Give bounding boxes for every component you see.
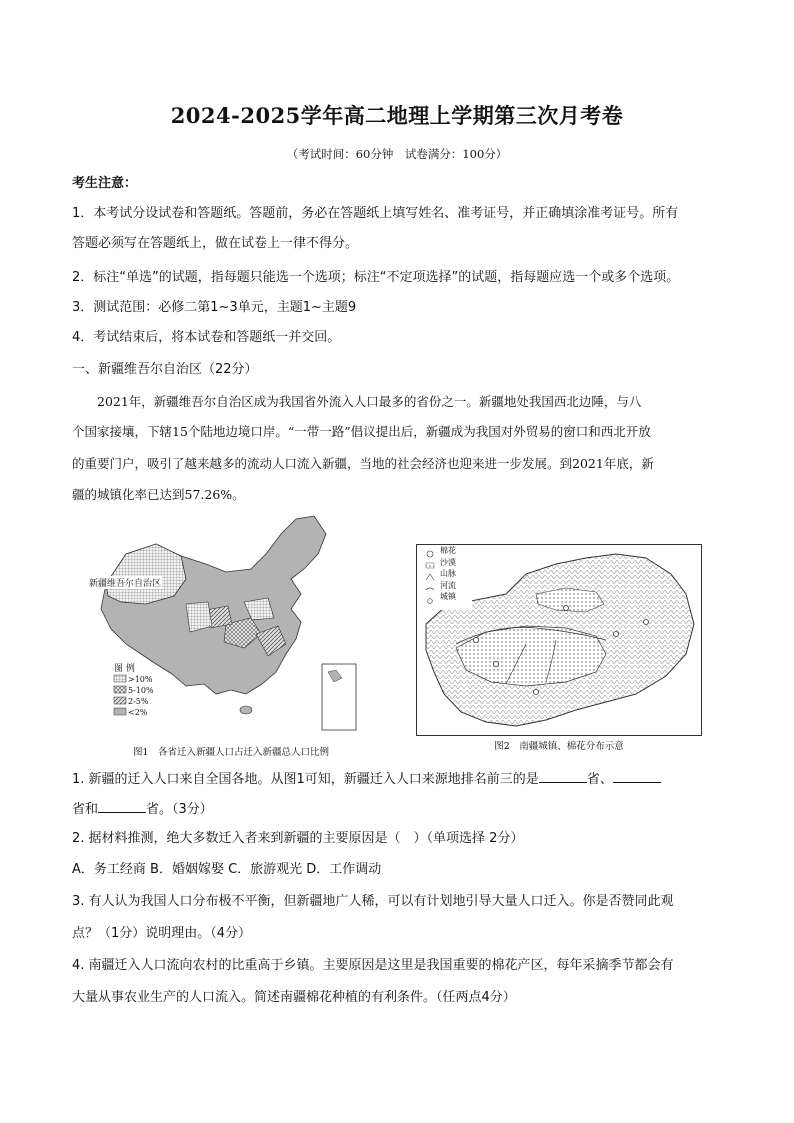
legend-desert-icon [426,563,434,568]
answer-blank-2[interactable] [613,768,661,783]
legend-cotton: 棉花 [440,546,456,555]
notice-heading: 考生注意： [72,176,138,191]
legend-label-4: <2% [128,708,148,717]
notice-item-3: 3．测试范围：必修二第1~3单元，主题1~主题9 [72,300,357,315]
passage-line-1: 2021年，新疆维吾尔自治区成为我国省外流入人口最多的省份之一。新疆地处我国西北边陲，与八 [97,394,642,409]
question-2: 2. 据材料推测，绝大多数迁入者来到新疆的主要原因是（ ）（单项选择 2分） [72,831,524,846]
figure2-south-xinjiang-map [416,544,702,736]
notice-item-1-cont: 答题必须写在答题纸上，做在试卷上一律不得分。 [72,236,359,251]
figure1-legend-title: 图 例 [114,664,135,674]
figure1-legend [128,674,154,718]
legend-swatch-2 [114,686,126,693]
legend-label-3: 2-5% [128,697,149,706]
legend-swatch-4 [114,708,126,715]
figure1-region-label: 新疆维吾尔自治区 [88,576,162,589]
passage-line-2: 个国家接壤，下辖15个陆地边境口岸。“一带一路”倡议提出后，新疆成为我国对外贸易的窗口和西北开放 [72,424,651,439]
question-1: 1. 新疆的迁入人口来自全国各地。从图1可知，新疆迁入人口来源地排名前三的是 省、 [72,768,732,790]
section-heading: 一、新疆维吾尔自治区（22分） [72,362,258,377]
legend-cotton-icon [427,551,433,557]
legend-desert: 沙漠 [440,557,456,567]
legend-label-1: >10% [128,675,153,684]
notice-item-2: 2．标注“单选”的试题，指每题只能选一个选项；标注“不定项选择”的试题，指每题应选一个或多个选项。 [72,270,680,285]
figure2-caption: 图2 南疆城镇、棉花分布示意 [494,741,624,752]
question-3: 3. 有人认为我国人口分布极不平衡，但新疆地广人稀，可以有计划地引导大量人口迁入。你是否赞同此观 [72,894,674,909]
answer-blank-1[interactable] [539,768,587,783]
answer-blank-3[interactable] [98,798,146,813]
figure2-legend [440,545,456,603]
legend-label-2: 5-10% [128,686,154,695]
question-3-cont: 点？（1分）说明理由。（4分） [72,926,252,941]
legend-mountain: 山脉 [440,569,456,578]
exam-subtitle: （考试时间：60分钟 试卷满分：100分） [286,147,508,161]
legend-swatch-1 [114,675,126,682]
exam-title: 2024-2025学年高二地理上学期第三次月考卷 [170,103,624,128]
question-1-cont: 省和 省。（3分） [72,798,732,820]
question-4: 4. 南疆迁入人口流向农村的比重高于乡镇。主要原因是这里是我国重要的棉花产区，每年采摘季节都会有 [72,958,674,973]
question-2-options: A．务工经商 B．婚姻嫁娶 C．旅游观光 D．工作调动 [72,862,382,877]
notice-item-1: 1．本考试分设试卷和答题纸。答题前，务必在答题纸上填写姓名、准考证号，并正确填涂准考证号。所有 [72,206,679,221]
notice-item-4: 4．考试结束后，将本试卷和答题纸一并交回。 [72,330,341,345]
passage-line-3: 的重要门户，吸引了越来越多的流动人口流入新疆，当地的社会经济也迎来进一步发展。到2021年底，新 [72,456,654,471]
passage-line-4: 疆的城镇化率已达到57.26%。 [72,487,245,502]
question-4-cont: 大量从事农业生产的人口流入。简述南疆棉花种植的有利条件。（任两点4分） [72,990,516,1005]
legend-swatch-3 [114,697,126,704]
legend-town-icon [428,599,433,604]
figure1-caption: 图1 各省迁入新疆人口占迁入新疆总人口比例 [132,747,330,758]
legend-town: 城镇 [440,592,456,601]
xinjiang-region [106,544,186,604]
legend-river: 河流 [440,580,456,590]
